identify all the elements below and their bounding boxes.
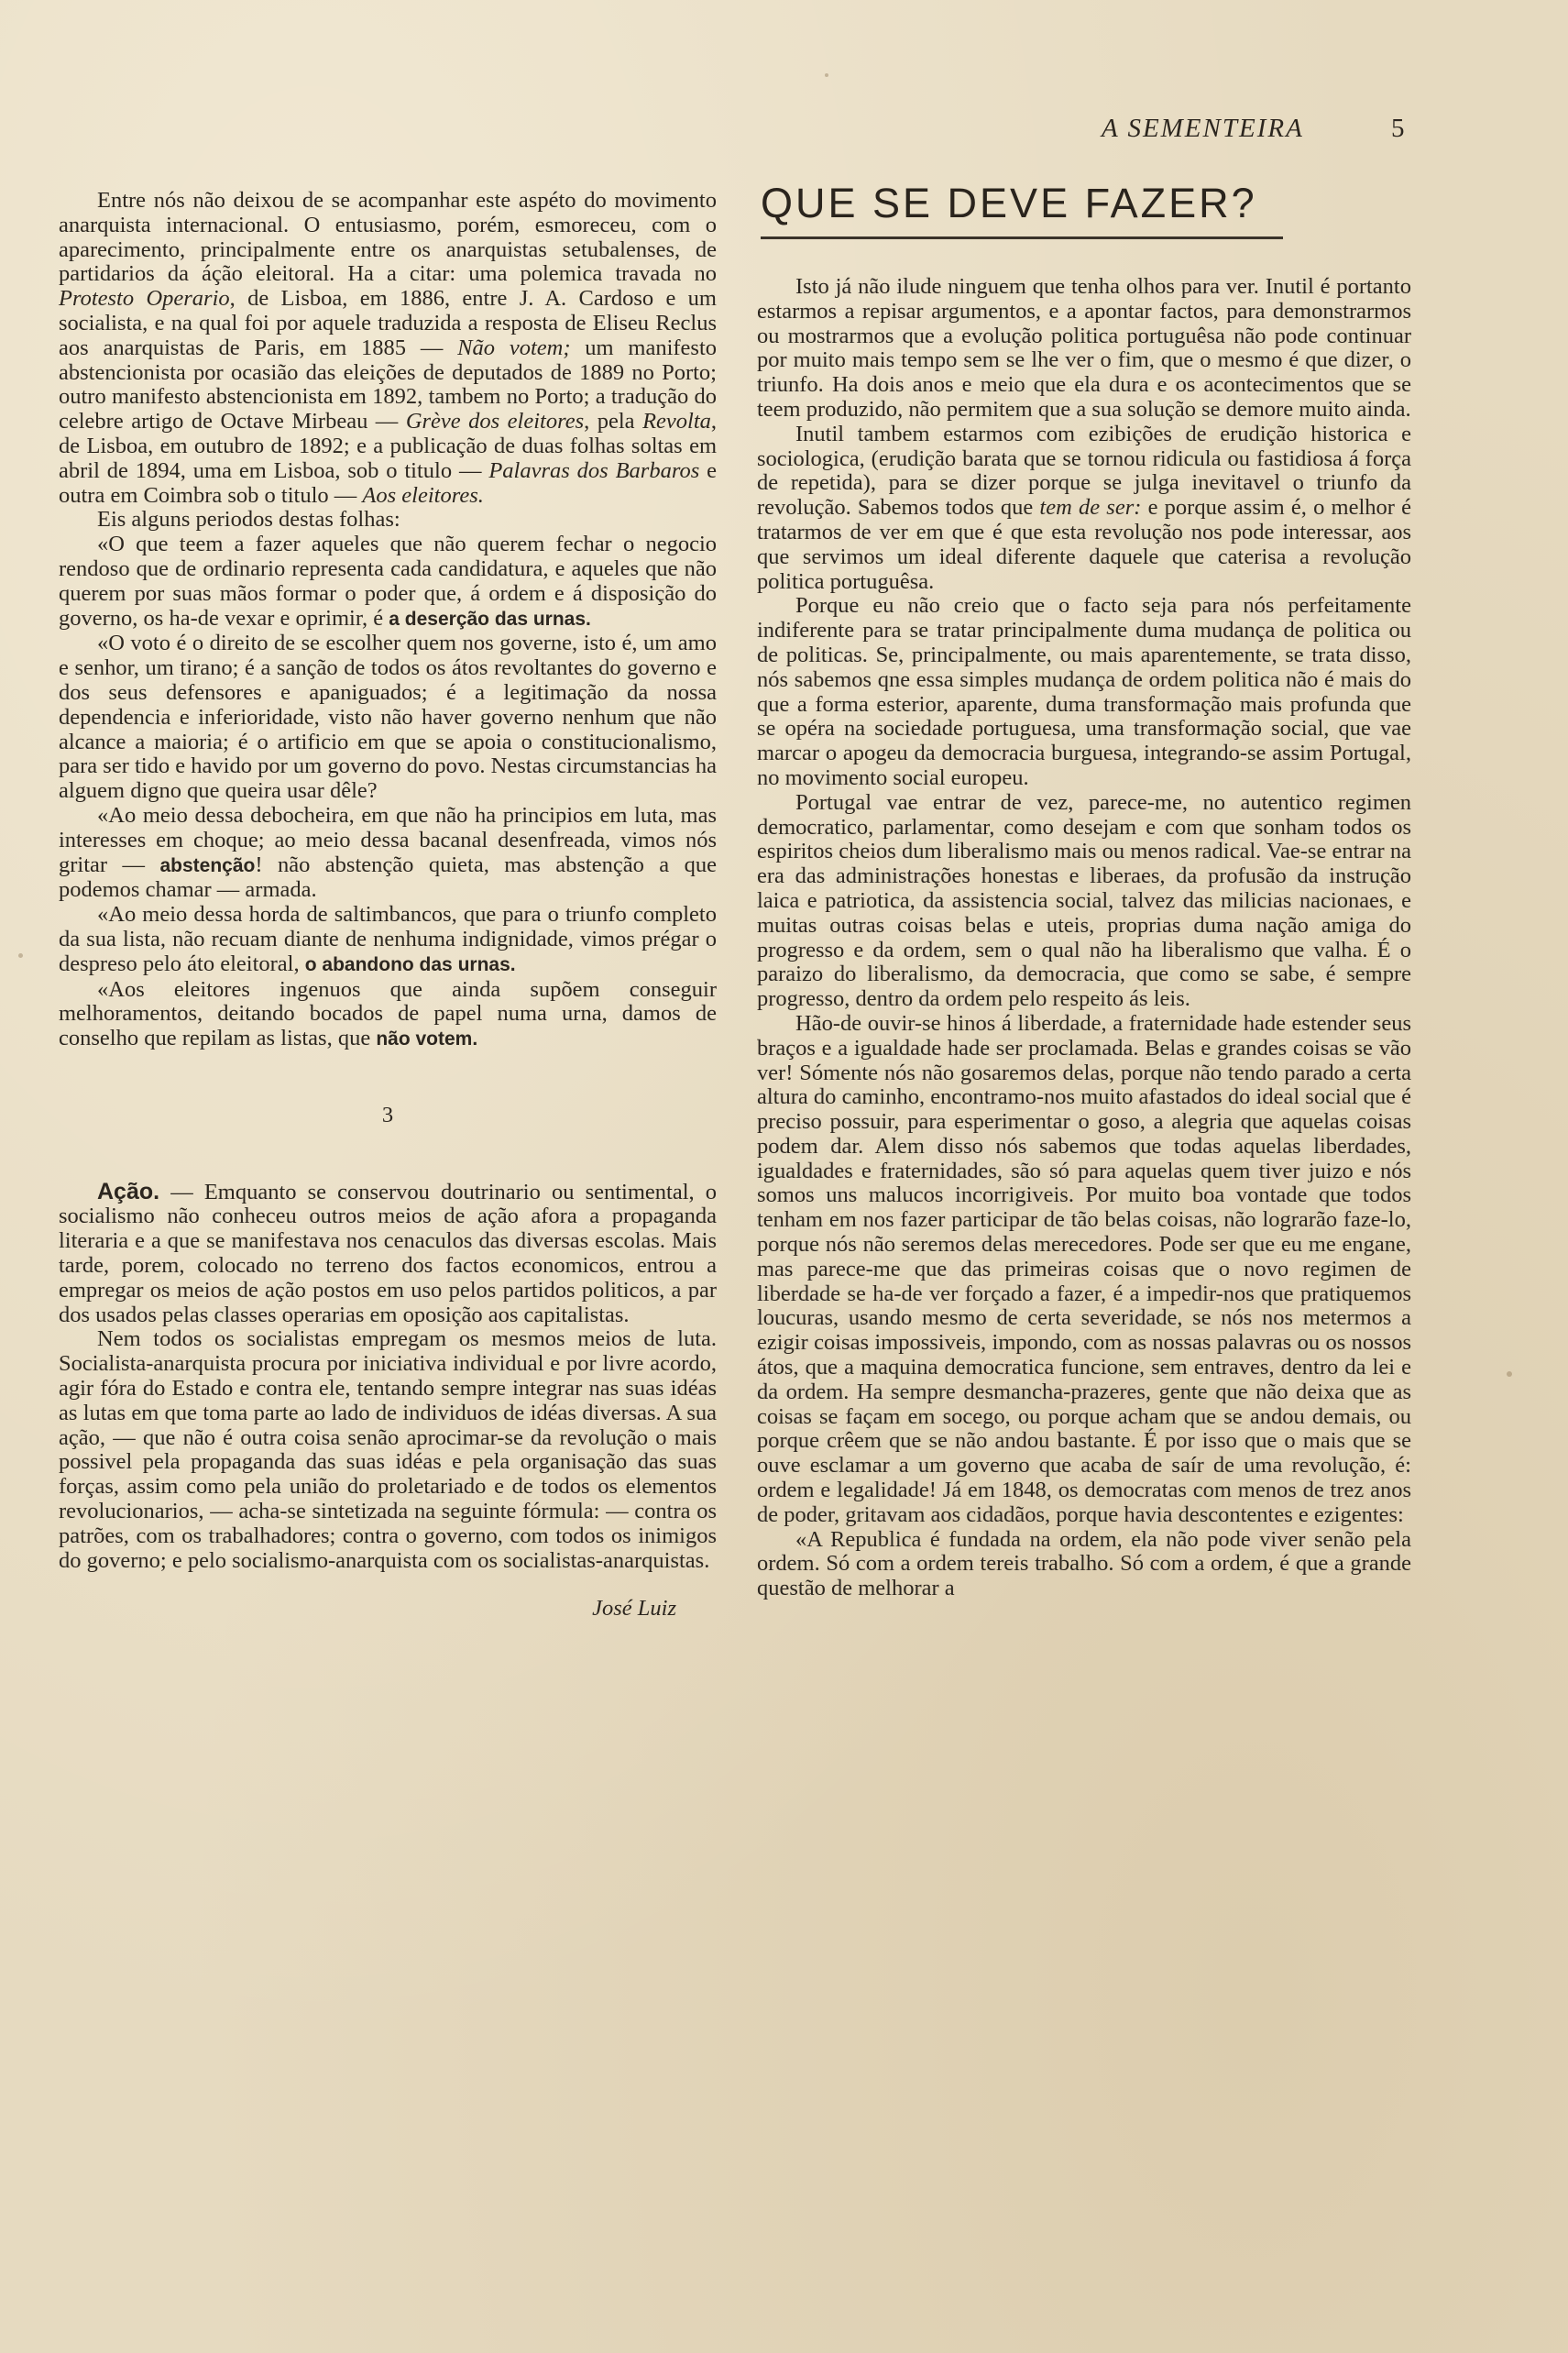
bold-text: abstenção: [159, 854, 256, 876]
italic-title: Grève dos eleitores: [405, 409, 585, 434]
italic-title: Aos eleitores.: [362, 482, 484, 508]
italic-title: Revolta: [642, 409, 711, 434]
section-label: Ação.: [97, 1178, 160, 1204]
paragraph: Porque eu não creio que o facto seja para nós perfeitamente indiferente para se tratar principalmente duma mudança de politica ou de politicas. Se, principalmente, ou mais aparentemente, se trata disso, nós sabemos qne essa simples mudança de ordem politica não é mais do que a forma esterior, aparente, duma transformação mais profunda que se opéra na sociedade portuguesa, uma transformação social, que vae marcar o apogeu da democracia burguesa, integrando-se assim Portugal, no movimento social europeu.: [757, 593, 1411, 790]
text: , de Lisboa, em outubro de 1892; e a publicação de duas folhas soltas em abril de 1894, uma em Lisboa, sob o titulo —: [59, 409, 718, 483]
text: Inutil tambem estarmos com ezibições de erudição historica e sociologica, (erudição barata que se tornou ridicula ou fastidiosa á força de repetida), para se dizer porque se julga inevitavel o triunfo da revolução. Sabemos todos que: [757, 421, 1411, 521]
paragraph: [757, 423, 1411, 595]
italic-text: tem de ser:: [1039, 495, 1142, 521]
section-number: 3: [381, 1102, 394, 1127]
left-column: [59, 189, 717, 1622]
right-column: [757, 275, 1411, 1601]
paper-speck: [18, 953, 23, 958]
italic-title: Palavras dos Barbaros: [488, 457, 700, 483]
italic-title: Não votem;: [457, 335, 571, 360]
paragraph: Eis alguns periodos destas folhas:: [97, 507, 400, 533]
bold-text: não votem.: [376, 1028, 478, 1050]
text: ! não abstenção quieta, mas abstenção a que podemos chamar — armada.: [59, 852, 717, 903]
author-signature: José Luiz: [592, 1596, 676, 1622]
paper-speck: [825, 73, 828, 77]
text: «Ao meio dessa horda de saltimbancos, que para o triunfo completo da sua lista, não recuam diante de nenhuma indignidade, vimos prégar o despreso pelo áto eleitoral,: [59, 902, 717, 976]
paragraph: [59, 978, 717, 1052]
text: Entre nós não deixou de se acompanhar este aspéto do movimento anarquista internacional. O entusiasmo, porém, esmoreceu, com o aparecimento, principalmente entre os anarquistas setubalenses, de partidarios da áção eleitoral. Ha a citar: uma polemica travada no: [59, 188, 717, 287]
paragraph: Nem todos os socialistas empregam os mesmos meios de luta. Socialista-anarquista procura por iniciativa individual e por livre acordo, agir fóra do Estado e contra ele, tentando sempre integrar nas suas idéas as lutas em que toma parte ao lado de individuos de idéas diversas. A sua ação, — que não é outra coisa senão aprocimar-se da revolução o mais possivel pela propaganda das suas idéas e pela organisação das suas forças, assim como pela união do proletariado e de todos os elementos revolucionarios, — acha-se sintetizada na seguinte fórmula: — contra os patrões, com os trabalhadores; contra o governo, com todos os inimigos do governo; e pelo socialismo-anarquista com os socialistas-anarquistas.: [59, 1326, 717, 1573]
paragraph: [59, 804, 717, 903]
text: — Emquanto se conservou doutrinario ou sentimental, o socialismo não conheceu outros meios de ação afora a propaganda literaria e a que se manifestava nos cenaculos das diversas escolas. Mais tarde, porem, colocado no terreno dos factos economicos, entrou a empregar os meios de ação postos em uso pelos partidos politicos, a par dos usados pelas classes operarias em oposição aos capitalistas.: [59, 1179, 717, 1327]
paragraph: «O voto é o direito de se escolher quem nos governe, isto é, um amo e senhor, um tirano; é a sanção de todos os átos revoltantes do governo e dos seus defensores e apaniguados; é a legitimação da nossa dependencia e inferioridade, visto não haver governo nenhum que não alcance a maioria; é o artificio em que se apoia o constitucionalismo, para ser tido e havido por um governo do povo. Nestas circumstancias ha alguem digno que queira usar dêle?: [59, 631, 717, 804]
paragraph: «A Republica é fundada na ordem, ela não pode viver senão pela ordem. Só com a ordem tereis trabalho. Só com a ordem, é que a grande questão de melhorar a: [757, 1526, 1411, 1601]
text: , de Lisboa, em 1886, entre J. A. Cardoso e um socialista, e na qual foi por aquele traduzida a resposta de Eliseu Reclus aos anarquistas de Paris, em 1885 —: [59, 286, 717, 360]
text: e porque assim é, o melhor é tratarmos de ver em que é que esta revolução nos pode interessar, aos que servimos um ideal diferente daquele que caterisa a revolução politica portuguêsa.: [757, 495, 1412, 594]
paragraph: [59, 1180, 717, 1328]
paragraph: Hão-de ouvir-se hinos á liberdade, a fraternidade hade estender seus braços e a igualdade hade ser proclamada. Belas e grandes coisas se vão ver! Sómente nós não gosaremos delas, porque não tendo parado a certa altura do caminho, encontramo-nos muito afastados do ideal social que é preciso possuir, para esperimentar o goso, a alegria que aquelas coisas podem dar. Alem disso nós sabemos que todas aquelas liberdades, igualdades e fraternidades, são só para aquelas quem tiver juizo e nós somos uns malucos incorrigiveis. Por muito boa vontade que todos tenham em nos fazer participar de tão belas coisas, não lograrão faze-lo, porque nós não seremos delas merecedores. Pode ser que eu me engane, mas parece-me que das primeiras coisas que o novo regimen de liberdade se ha-de ver forçado a fazer, é a impedir-nos que pratiquemos loucuras, usando mesmo de certa severidade, se nós nos metermos a ezigir coisas impossiveis, impondo, com as nossas palavras ou os nossos átos, que a maquina democratica funcione, sem entraves, dentro da lei e da ordem. Ha sempre desmancha-prazeres, gente que não deixa que as coisas se façam em socego, ou porque acham que se andou demais, ou porque crêem que se não andou bastante. É por isso que o mais que se ouve esclamar a um governo que acaba de saír de uma revolução, é: ordem e legalidade! Já em 1848, os democratas com menos de trez anos de poder, gritavam aos cidadãos, porque havia descontentes e ezigentes:: [757, 1010, 1411, 1527]
page-number: 5: [1391, 114, 1405, 143]
paragraph: Isto já não ilude ninguem que tenha olhos para ver. Inutil é portanto estarmos a repisar argumentos, e a apontar factos, para demonstrarmos ou mostrarmos que a evolução politica portuguêsa não pode continuar por muito mais tempo sem se lhe ver o fim, que o mesmo é que dizer, o triunfo. Ha dois anos e meio que ela dura e os acontecimentos que se teem produzido, não permitem que a sua solução se demore muito ainda.: [757, 274, 1411, 422]
paragraph: [59, 189, 717, 508]
paragraph: Portugal vae entrar de vez, parece-me, no autentico regimen democratico, parlamentar, como desejam e com que sonham todos os espiritos cheios dum liberalismo mais ou menos radical. Vae-se entrar na era das administrações honestas e liberaes, da profusão da instrução laica e patriotica, da assistencia social, talvez das milicias nacionaes, e muitas outras coisas belas e uteis, proprias duma nação amiga do progresso e da ordem, sem o qual não ha liberalismo que valha. É o paraizo do liberalismo, da democracia, que como se sabe, é sempre progresso, dentro da ordem pelo respeito ás leis.: [757, 789, 1411, 1012]
text: e outra em Coimbra sob o titulo —: [59, 457, 717, 508]
text: «O que teem a fazer aqueles que não querem fechar o negocio rendoso que de ordinario representa cada candidatura, e aqueles que não querem por suas mãos formar o poder que, á ordem e á disposição do governo, os ha-de vexar e oprimir, é: [59, 532, 717, 631]
bold-text: a deserção das urnas.: [389, 608, 591, 630]
text: um manifesto abstencionista por ocasião das eleições de deputados de 1889 no Porto; outro manifesto abstencionista em 1892, tambem no Porto; a tradução do celebre artigo de Octave Mirbeau —: [59, 335, 718, 434]
paragraph: [59, 533, 717, 632]
text: «Ao meio dessa debocheira, em que não ha principios em luta, mas interesses em choque; ao meio dessa bacanal desenfreada, vimos nós gritar —: [59, 802, 717, 877]
paper-speck: [1507, 1371, 1512, 1377]
article-heading: QUE SE DEVE FAZER?: [761, 180, 1283, 239]
italic-title: Protesto Operario: [59, 286, 230, 312]
running-title: A SEMENTEIRA: [1102, 114, 1304, 143]
text: «Aos eleitores ingenuos que ainda supõem conseguir melhoramentos, deitando bocados de papel numa urna, damos de conselho que repilam as listas, que: [59, 976, 717, 1051]
bold-text: o abandono das urnas.: [304, 953, 516, 975]
text: , pela: [584, 409, 643, 434]
paragraph: [59, 903, 717, 977]
